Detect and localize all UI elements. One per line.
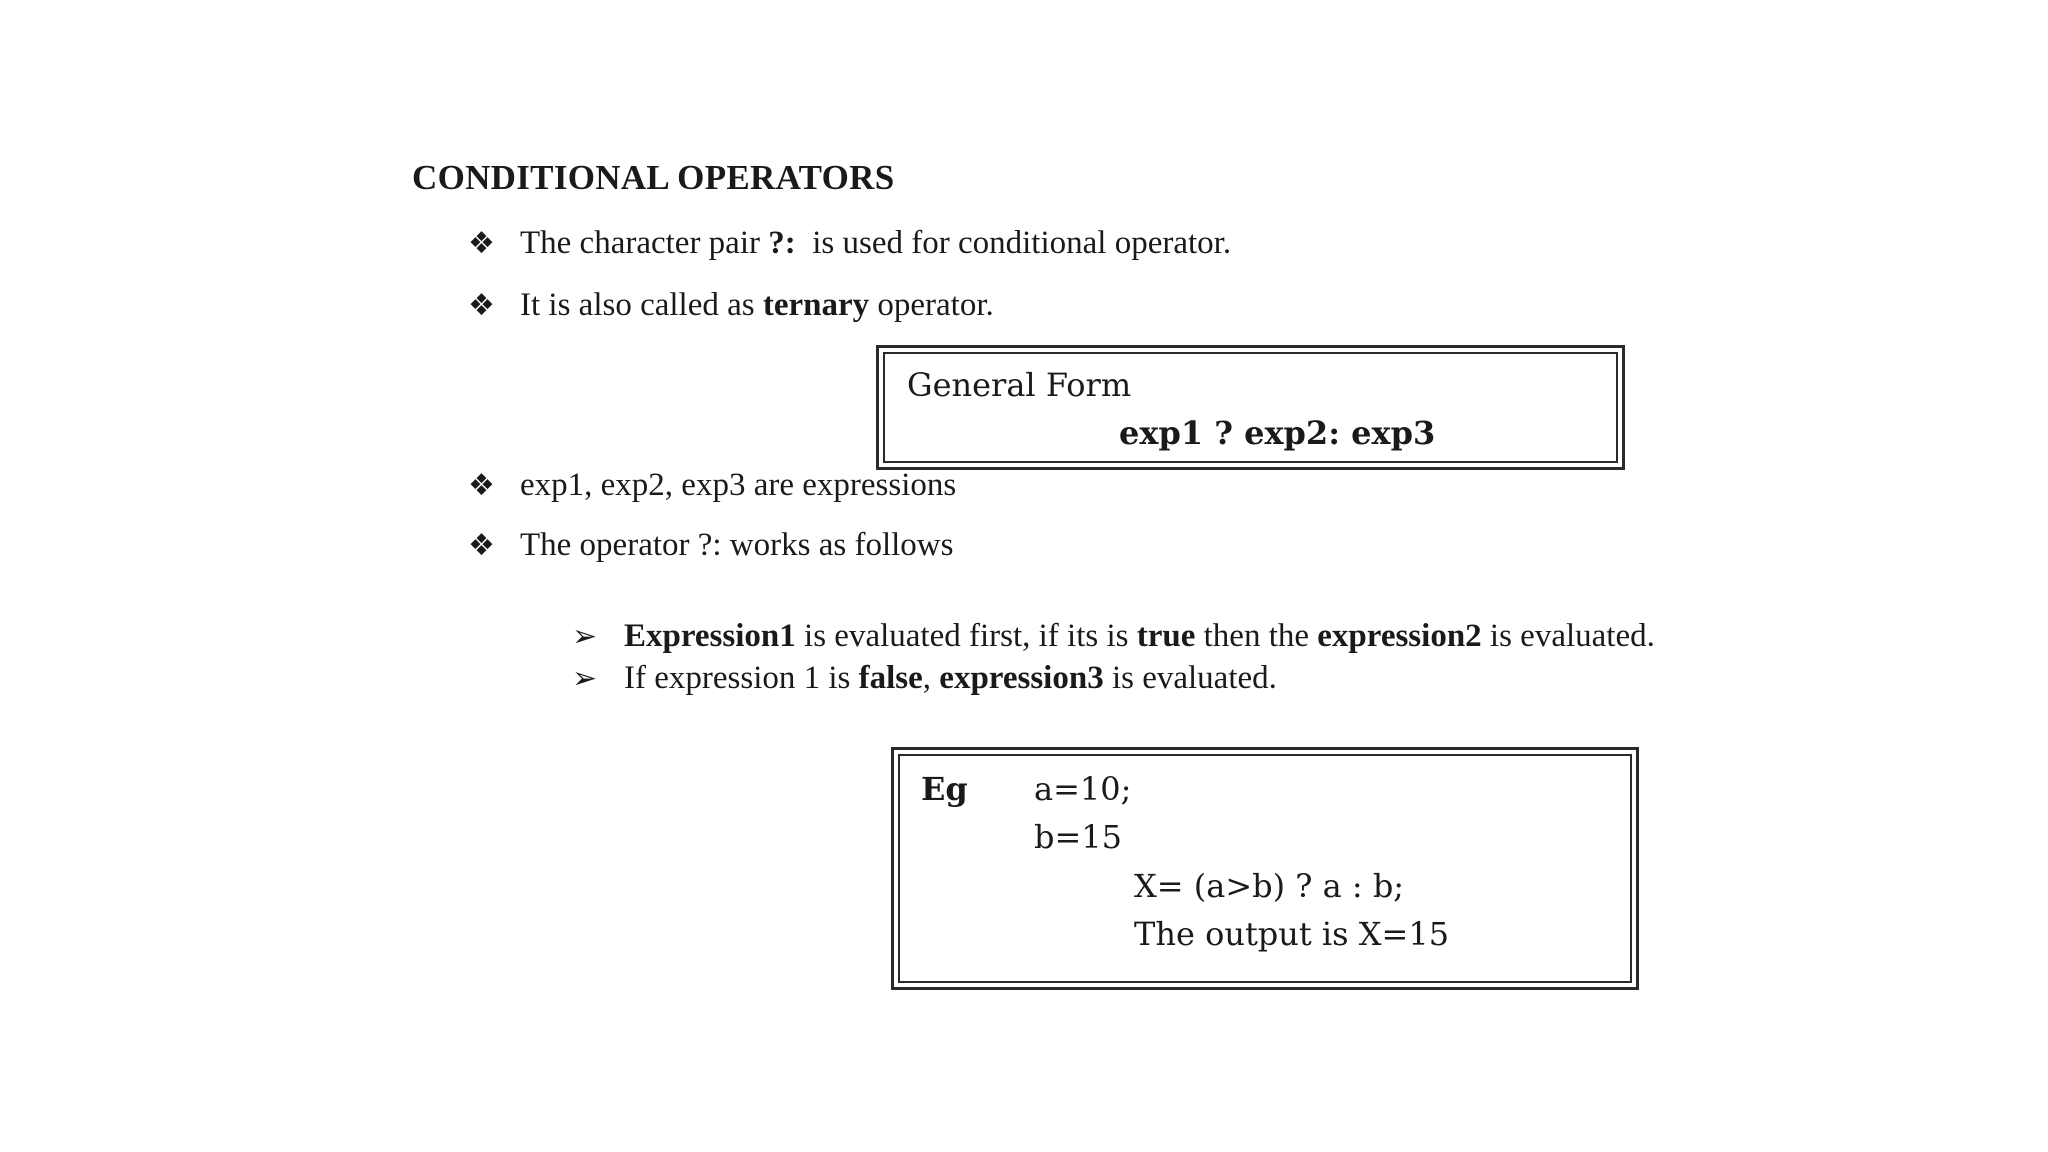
sub-bullet-text: is evaluated first, if its is <box>795 618 1137 654</box>
bullet-text: The character pair <box>520 225 769 261</box>
bullet-text: exp1, exp2, exp3 are expressions <box>520 467 957 503</box>
example-label: Eg <box>921 770 968 808</box>
bullet-item-expressions <box>468 467 956 504</box>
sub-bullet-bold: expression3 <box>939 660 1104 696</box>
bullet-item-ternary <box>468 287 994 324</box>
section-heading: CONDITIONAL OPERATORS <box>412 158 895 197</box>
sub-bullet-text: , <box>922 660 940 696</box>
example-line-3: X= (a>b) ? a : b; <box>1134 867 1405 905</box>
diamond-bullet-icon: ❖ <box>468 226 495 261</box>
bullet-text: is used for conditional operator. <box>795 225 1232 261</box>
sub-bullet-text: then the <box>1195 618 1318 654</box>
sub-bullet-text: is evaluated. <box>1481 618 1655 654</box>
bullet-text: The operator ?: works as follows <box>520 527 954 563</box>
bullet-text: It is also called as <box>520 287 763 323</box>
sub-bullet-bold: expression2 <box>1317 618 1482 654</box>
general-form-box <box>876 345 1625 470</box>
bullet-bold-text: ?: <box>768 225 796 261</box>
diamond-bullet-icon: ❖ <box>468 468 495 503</box>
general-form-title: General Form <box>907 366 1132 404</box>
diamond-bullet-icon: ❖ <box>468 528 495 563</box>
bullet-bold-text: ternary <box>762 287 870 323</box>
example-line-4: The output is X=15 <box>1134 915 1450 953</box>
diamond-bullet-icon: ❖ <box>468 288 495 323</box>
bullet-item-character-pair <box>468 225 1231 262</box>
arrow-bullet-icon: ➢ <box>572 661 598 696</box>
sub-bullet-bold: true <box>1136 618 1196 654</box>
sub-bullet-bold: false <box>858 660 923 696</box>
arrow-bullet-icon: ➢ <box>572 619 598 654</box>
general-form-formula: exp1 ? exp2: exp3 <box>1119 414 1436 452</box>
sub-bullet-text: If expression 1 is <box>624 660 859 696</box>
example-box <box>891 747 1639 990</box>
bullet-text: operator. <box>869 287 994 323</box>
example-line-1: a=10; <box>1034 770 1132 808</box>
example-line-2: b=15 <box>1034 818 1123 856</box>
sub-bullet-item-false-case <box>572 660 1277 697</box>
sub-bullet-item-true-case <box>572 618 1655 655</box>
sub-bullet-text: is evaluated. <box>1103 660 1277 696</box>
sub-bullet-bold: Expression1 <box>624 618 796 654</box>
bullet-item-works-as-follows <box>468 527 953 564</box>
